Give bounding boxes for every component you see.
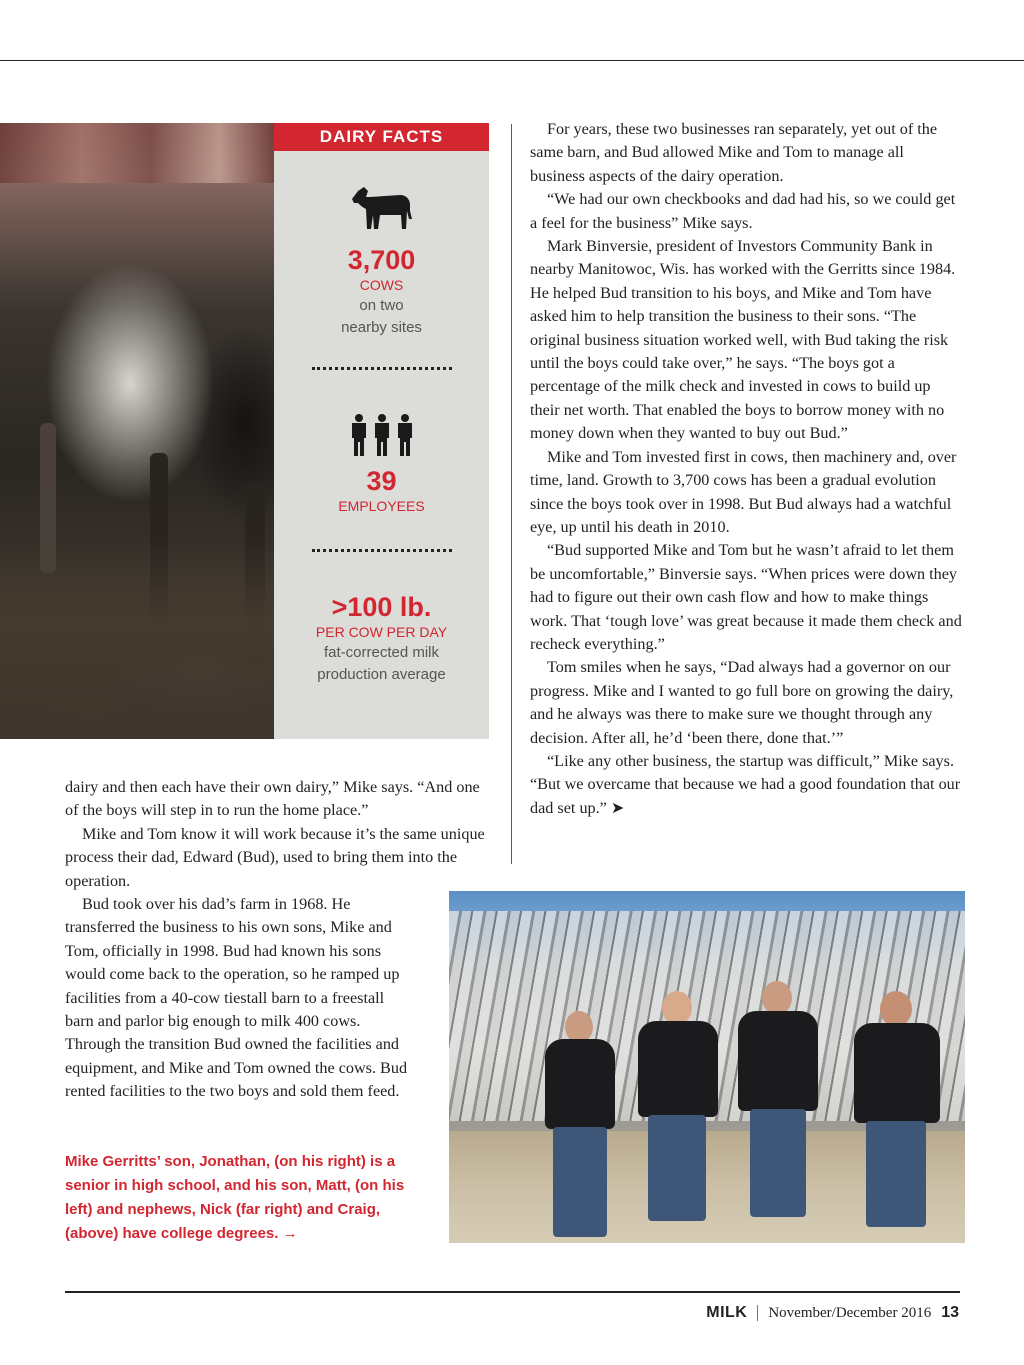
footer-separator <box>757 1305 758 1321</box>
paragraph: Bud took over his dad’s farm in 1968. He transferred the business to his own sons, Mike and Tom, officially in 1998. Bud had known his sons would come back to the operation, so he ramped up facilities from a 40-cow tiestall barn to a freestall barn and parlor big enough to milk 400 cows. Through the transition Bud owned the facilities and equipment, and Mike and Tom owned the cows. Bud rented facilities to the two boys and sold them feed. <box>65 895 408 1101</box>
milk-production-sub-line2: production average <box>317 666 446 683</box>
page-footer <box>706 1304 959 1322</box>
issue-date: November/December 2016 <box>768 1304 932 1321</box>
column-rule <box>511 124 512 864</box>
milk-production-sub-line1: fat-corrected milk <box>323 644 440 661</box>
paragraph: dairy and then each have their own dairy,” Mike says. “And one of the boys will step in to run the home place.” <box>65 778 480 820</box>
dairy-facts-header: DAIRY FACTS <box>274 123 489 151</box>
cows-sub-line2: nearby sites <box>341 319 422 336</box>
barn-floor <box>0 539 274 739</box>
article-column-right <box>530 118 962 820</box>
paragraph: “Bud supported Mike and Tom but he wasn’t afraid to let them be uncomfortable,” Binversie says. “When prices were down they had to figure out their own cash flow and how to make things work. That ‘tough love’ was great because it made them check and recheck everything.” <box>530 541 962 653</box>
paragraph: Mark Binversie, president of Investors Community Bank in nearby Manitowoc, Wis. has worked with the Gerritts since 1984. He helped Bud transition to his boys, and Mike and Tom have asked him to help transition the business to their sons. “The original business situation worked well, with Bud taking the risk until the boys could take over,” he says. “The boys got a percentage of the milk check and invested in cows to build up their net worth. That enabled the boys to borrow money with no money down when they wanted to buy out Bud.” <box>530 237 956 443</box>
paragraph: Mike and Tom know it will work because it’s the same unique process their dad, Edward (Bud), used to bring them into the operation. <box>65 824 485 890</box>
people-icon <box>349 414 415 456</box>
top-rule <box>0 60 1024 61</box>
employees-count: 39 <box>366 466 397 496</box>
cows-count: 3,700 <box>347 245 416 275</box>
dairy-facts-box <box>274 123 489 739</box>
milk-production-label: PER COW PER DAY <box>315 624 448 640</box>
cows-sub-line1: on two <box>359 297 404 314</box>
milk-production-value: >100 lb. <box>331 592 432 622</box>
paragraph: For years, these two businesses ran separately, yet out of the same barn, and Bud allowed Mike and Tom to manage all business aspects of the dairy operation. <box>530 120 938 185</box>
paragraph: “We had our own checkbooks and dad had his, so we could get a feel for the business” Mike says. <box>530 190 956 232</box>
magazine-brand: MILK <box>706 1304 748 1321</box>
cow-icon <box>350 185 414 231</box>
farmers-walking-photo <box>449 891 965 1243</box>
cow-barn-photo <box>0 123 274 739</box>
paragraph: “Like any other business, the startup was difficult,” Mike says. “But we overcame that because we had a good foundation that our dad set up.” ➤ <box>530 751 961 817</box>
employees-label: EMPLOYEES <box>338 498 425 514</box>
bottom-rule <box>65 1291 960 1293</box>
photo-caption: Mike Gerritts’ son, Jonathan, (on his right) is a senior in high school, and his son, Matt, (on his left) and nephews, Nick (far right) and Craig, (above) have college degrees. → <box>65 1153 405 1242</box>
paragraph: Tom smiles when he says, “Dad always had a governor on our progress. Mike and I wanted to go full bore on growing the dairy, and he always was there to make sure we thought through any decision. After all, he’d ‘been there, done that.’” <box>530 658 954 747</box>
article-column-left <box>65 776 485 1104</box>
paragraph: Mike and Tom invested first in cows, then machinery and, over time, land. Growth to 3,700 cows has been a gradual evolution since the boys took over in 1998. But Bud always had a watchful eye, up until his death in 2010. <box>530 447 957 536</box>
barn-beam <box>0 123 274 183</box>
cows-label: COWS <box>359 277 404 293</box>
page-number: 13 <box>941 1304 959 1321</box>
